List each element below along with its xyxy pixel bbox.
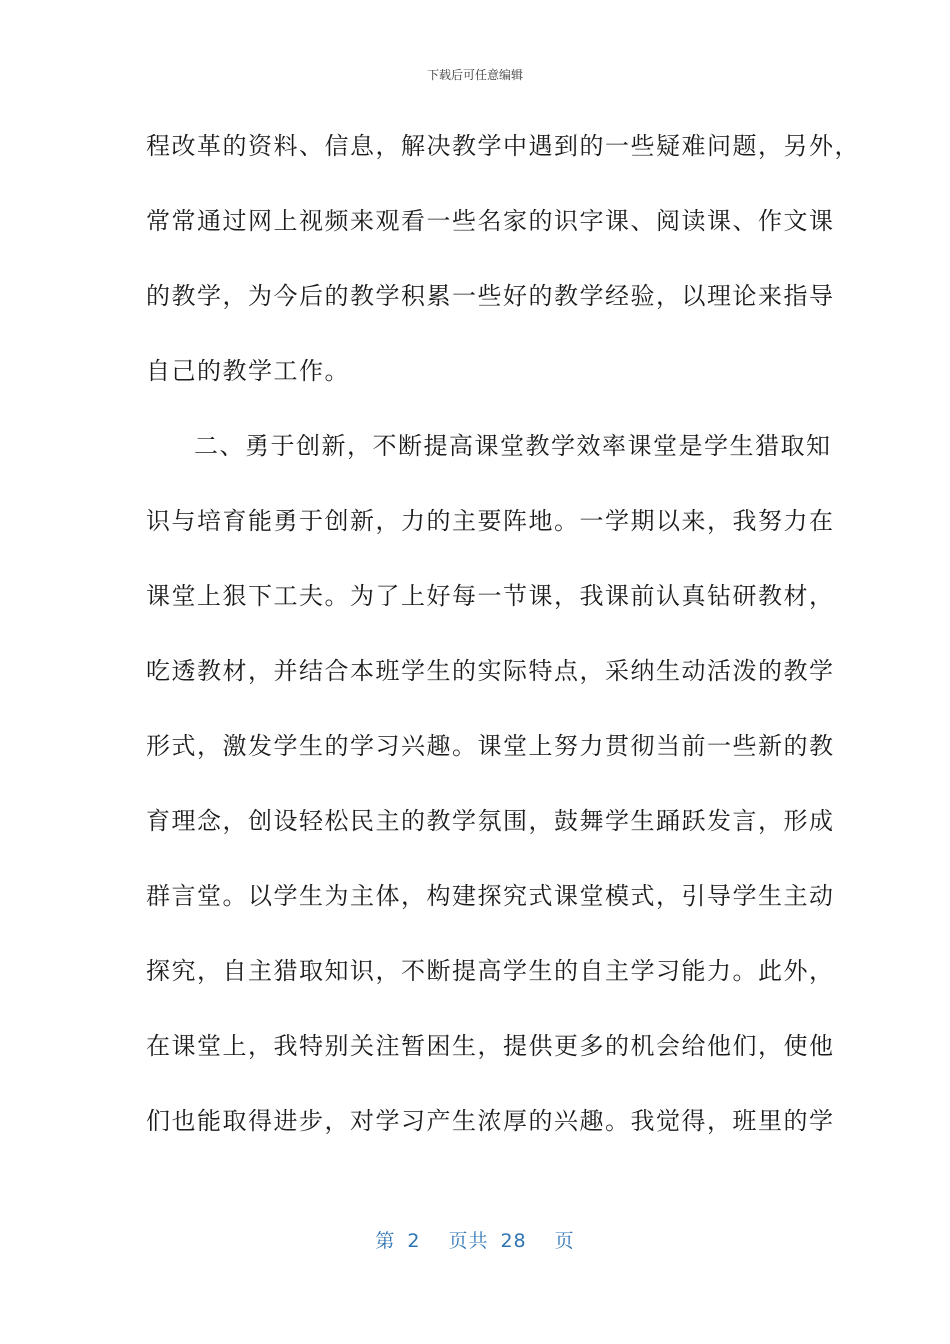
- text-line: 课堂上狠下工夫。为了上好每一节课，我课前认真钻研教材，: [146, 582, 835, 610]
- document-body: [146, 120, 860, 1170]
- text-line: 自己的教学工作。: [146, 357, 350, 385]
- text-line: 的教学，为今后的教学积累一些好的教学经验，以理论来指导: [146, 282, 835, 310]
- footer-suffix: 页: [554, 1230, 575, 1252]
- text-line: 在课堂上，我特别关注暂困生，提供更多的机会给他们，使他: [146, 1032, 835, 1060]
- footer-prefix: 第: [375, 1230, 396, 1252]
- text-line: 们也能取得进步，对学习产生浓厚的兴趣。我觉得，班里的学: [146, 1107, 835, 1135]
- total-pages-number: 28: [500, 1230, 527, 1252]
- text-line: 育理念，创设轻松民主的教学氛围，鼓舞学生踊跃发言，形成: [146, 807, 835, 835]
- text-line: 形式，激发学生的学习兴趣。课堂上努力贯彻当前一些新的教: [146, 732, 835, 760]
- page-footer: [0, 1226, 950, 1253]
- text-line: 程改革的资料、信息，解决教学中遇到的一些疑难问题，另外，: [146, 132, 860, 160]
- current-page-number: 2: [407, 1230, 421, 1252]
- text-line: 常常通过网上视频来观看一些名家的识字课、阅读课、作文课: [146, 207, 835, 235]
- text-line: 识与培育能勇于创新，力的主要阵地。一学期以来，我努力在: [146, 507, 835, 535]
- text-line: 吃透教材，并结合本班学生的实际特点，采纳生动活泼的教学: [146, 657, 835, 685]
- footer-middle: 页共: [448, 1230, 489, 1252]
- header-note: 下载后可任意编辑: [426, 68, 523, 82]
- text-line: 探究，自主猎取知识，不断提高学生的自主学习能力。此外，: [146, 957, 835, 985]
- text-line-paragraph-start: 二、勇于创新，不断提高课堂教学效率课堂是学生猎取知: [194, 432, 832, 460]
- text-line: 群言堂。以学生为主体，构建探究式课堂模式，引导学生主动: [146, 882, 835, 910]
